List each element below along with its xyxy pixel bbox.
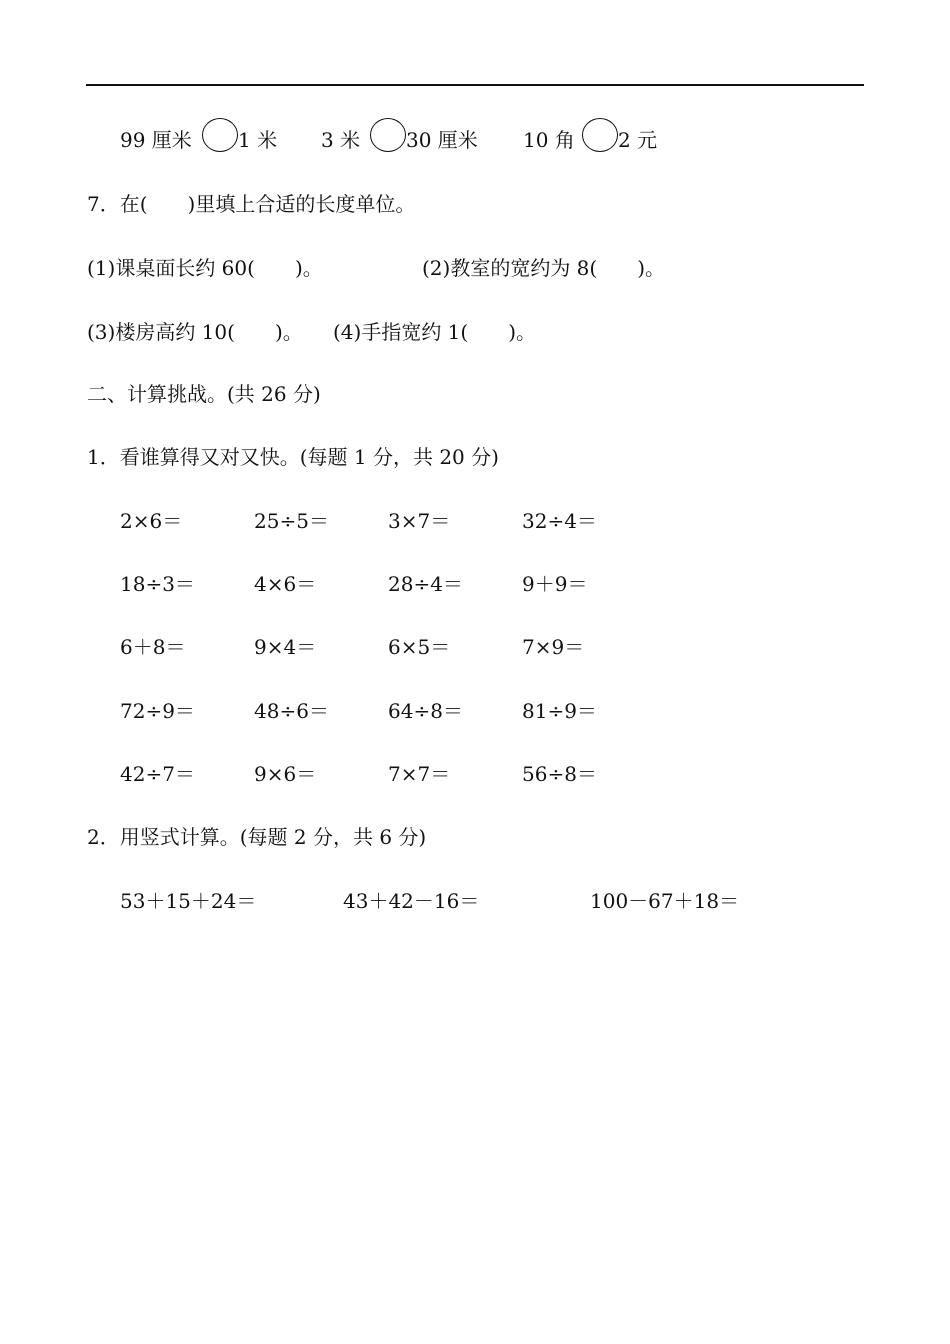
- section-2-q1-title: 1．看谁算得又对又快。(每题 1 分，共 20 分): [87, 445, 499, 469]
- section-2-title: 二、计算挑战。(共 26 分): [87, 382, 321, 406]
- answer-blank[interactable]: [235, 318, 275, 346]
- problem[interactable]: 9×4＝: [254, 635, 317, 659]
- problem[interactable]: 7×7＝: [388, 762, 451, 786]
- problem[interactable]: 42÷7＝: [120, 762, 195, 786]
- q7-item-1-pre: (1)课桌面长约 60(: [87, 256, 255, 280]
- compare-circle-3[interactable]: [582, 118, 618, 152]
- q7-item-2-post: )。: [637, 256, 666, 280]
- q7-title-post: )里填上合适的长度单位。: [187, 192, 416, 216]
- problem[interactable]: 6＋8＝: [120, 635, 186, 659]
- problem[interactable]: 4×6＝: [254, 572, 317, 596]
- answer-blank[interactable]: [468, 318, 508, 346]
- problem[interactable]: 9×6＝: [254, 762, 317, 786]
- problem[interactable]: 2×6＝: [120, 509, 183, 533]
- q7-item-1: [87, 254, 323, 282]
- problem[interactable]: 18÷3＝: [120, 572, 195, 596]
- question-7-title: [87, 190, 415, 218]
- vertical-calc-problem[interactable]: 43＋42－16＝: [343, 889, 480, 913]
- compare-circle-1[interactable]: [202, 118, 238, 152]
- problem[interactable]: 32÷4＝: [522, 509, 597, 533]
- q7-title-pre: 7．在(: [87, 192, 148, 216]
- comparison-left-1: 99 厘米: [120, 128, 192, 152]
- problem[interactable]: 64÷8＝: [388, 699, 463, 723]
- vertical-calc-problem[interactable]: 100－67＋18＝: [590, 889, 740, 913]
- q7-item-4-post: )。: [508, 320, 537, 344]
- problem[interactable]: 3×7＝: [388, 509, 451, 533]
- problem[interactable]: 72÷9＝: [120, 699, 195, 723]
- header-rule: [86, 84, 864, 86]
- q7-item-3: [87, 318, 303, 346]
- problem[interactable]: 28÷4＝: [388, 572, 463, 596]
- comparison-left-2: 3 米: [321, 128, 361, 152]
- q7-item-3-post: )。: [274, 320, 303, 344]
- section-2-q2-title: 2．用竖式计算。(每题 2 分，共 6 分): [87, 825, 427, 849]
- compare-circle-2[interactable]: [370, 118, 406, 152]
- problem[interactable]: 9＋9＝: [522, 572, 588, 596]
- q7-item-1-post: )。: [294, 256, 323, 280]
- problem[interactable]: 81÷9＝: [522, 699, 597, 723]
- problem[interactable]: 25÷5＝: [254, 509, 329, 533]
- answer-blank[interactable]: [255, 254, 295, 282]
- comparison-right-1: 1 米: [238, 128, 278, 152]
- problem[interactable]: 6×5＝: [388, 635, 451, 659]
- comparison-right-3: 2 元: [618, 128, 658, 152]
- q7-item-3-pre: (3)楼房高约 10(: [87, 320, 235, 344]
- answer-blank[interactable]: [597, 254, 637, 282]
- comparison-left-3: 10 角: [523, 128, 575, 152]
- problem[interactable]: 48÷6＝: [254, 699, 329, 723]
- problem[interactable]: 7×9＝: [522, 635, 585, 659]
- q7-item-2: [422, 254, 665, 282]
- comparison-right-2: 30 厘米: [406, 128, 478, 152]
- problem[interactable]: 56÷8＝: [522, 762, 597, 786]
- q7-item-4-pre: (4)手指宽约 1(: [333, 320, 469, 344]
- q7-title-blank[interactable]: [148, 190, 188, 218]
- q7-item-4: [333, 318, 536, 346]
- vertical-calc-problem[interactable]: 53＋15＋24＝: [120, 889, 257, 913]
- q7-item-2-pre: (2)教室的宽约为 8(: [422, 256, 598, 280]
